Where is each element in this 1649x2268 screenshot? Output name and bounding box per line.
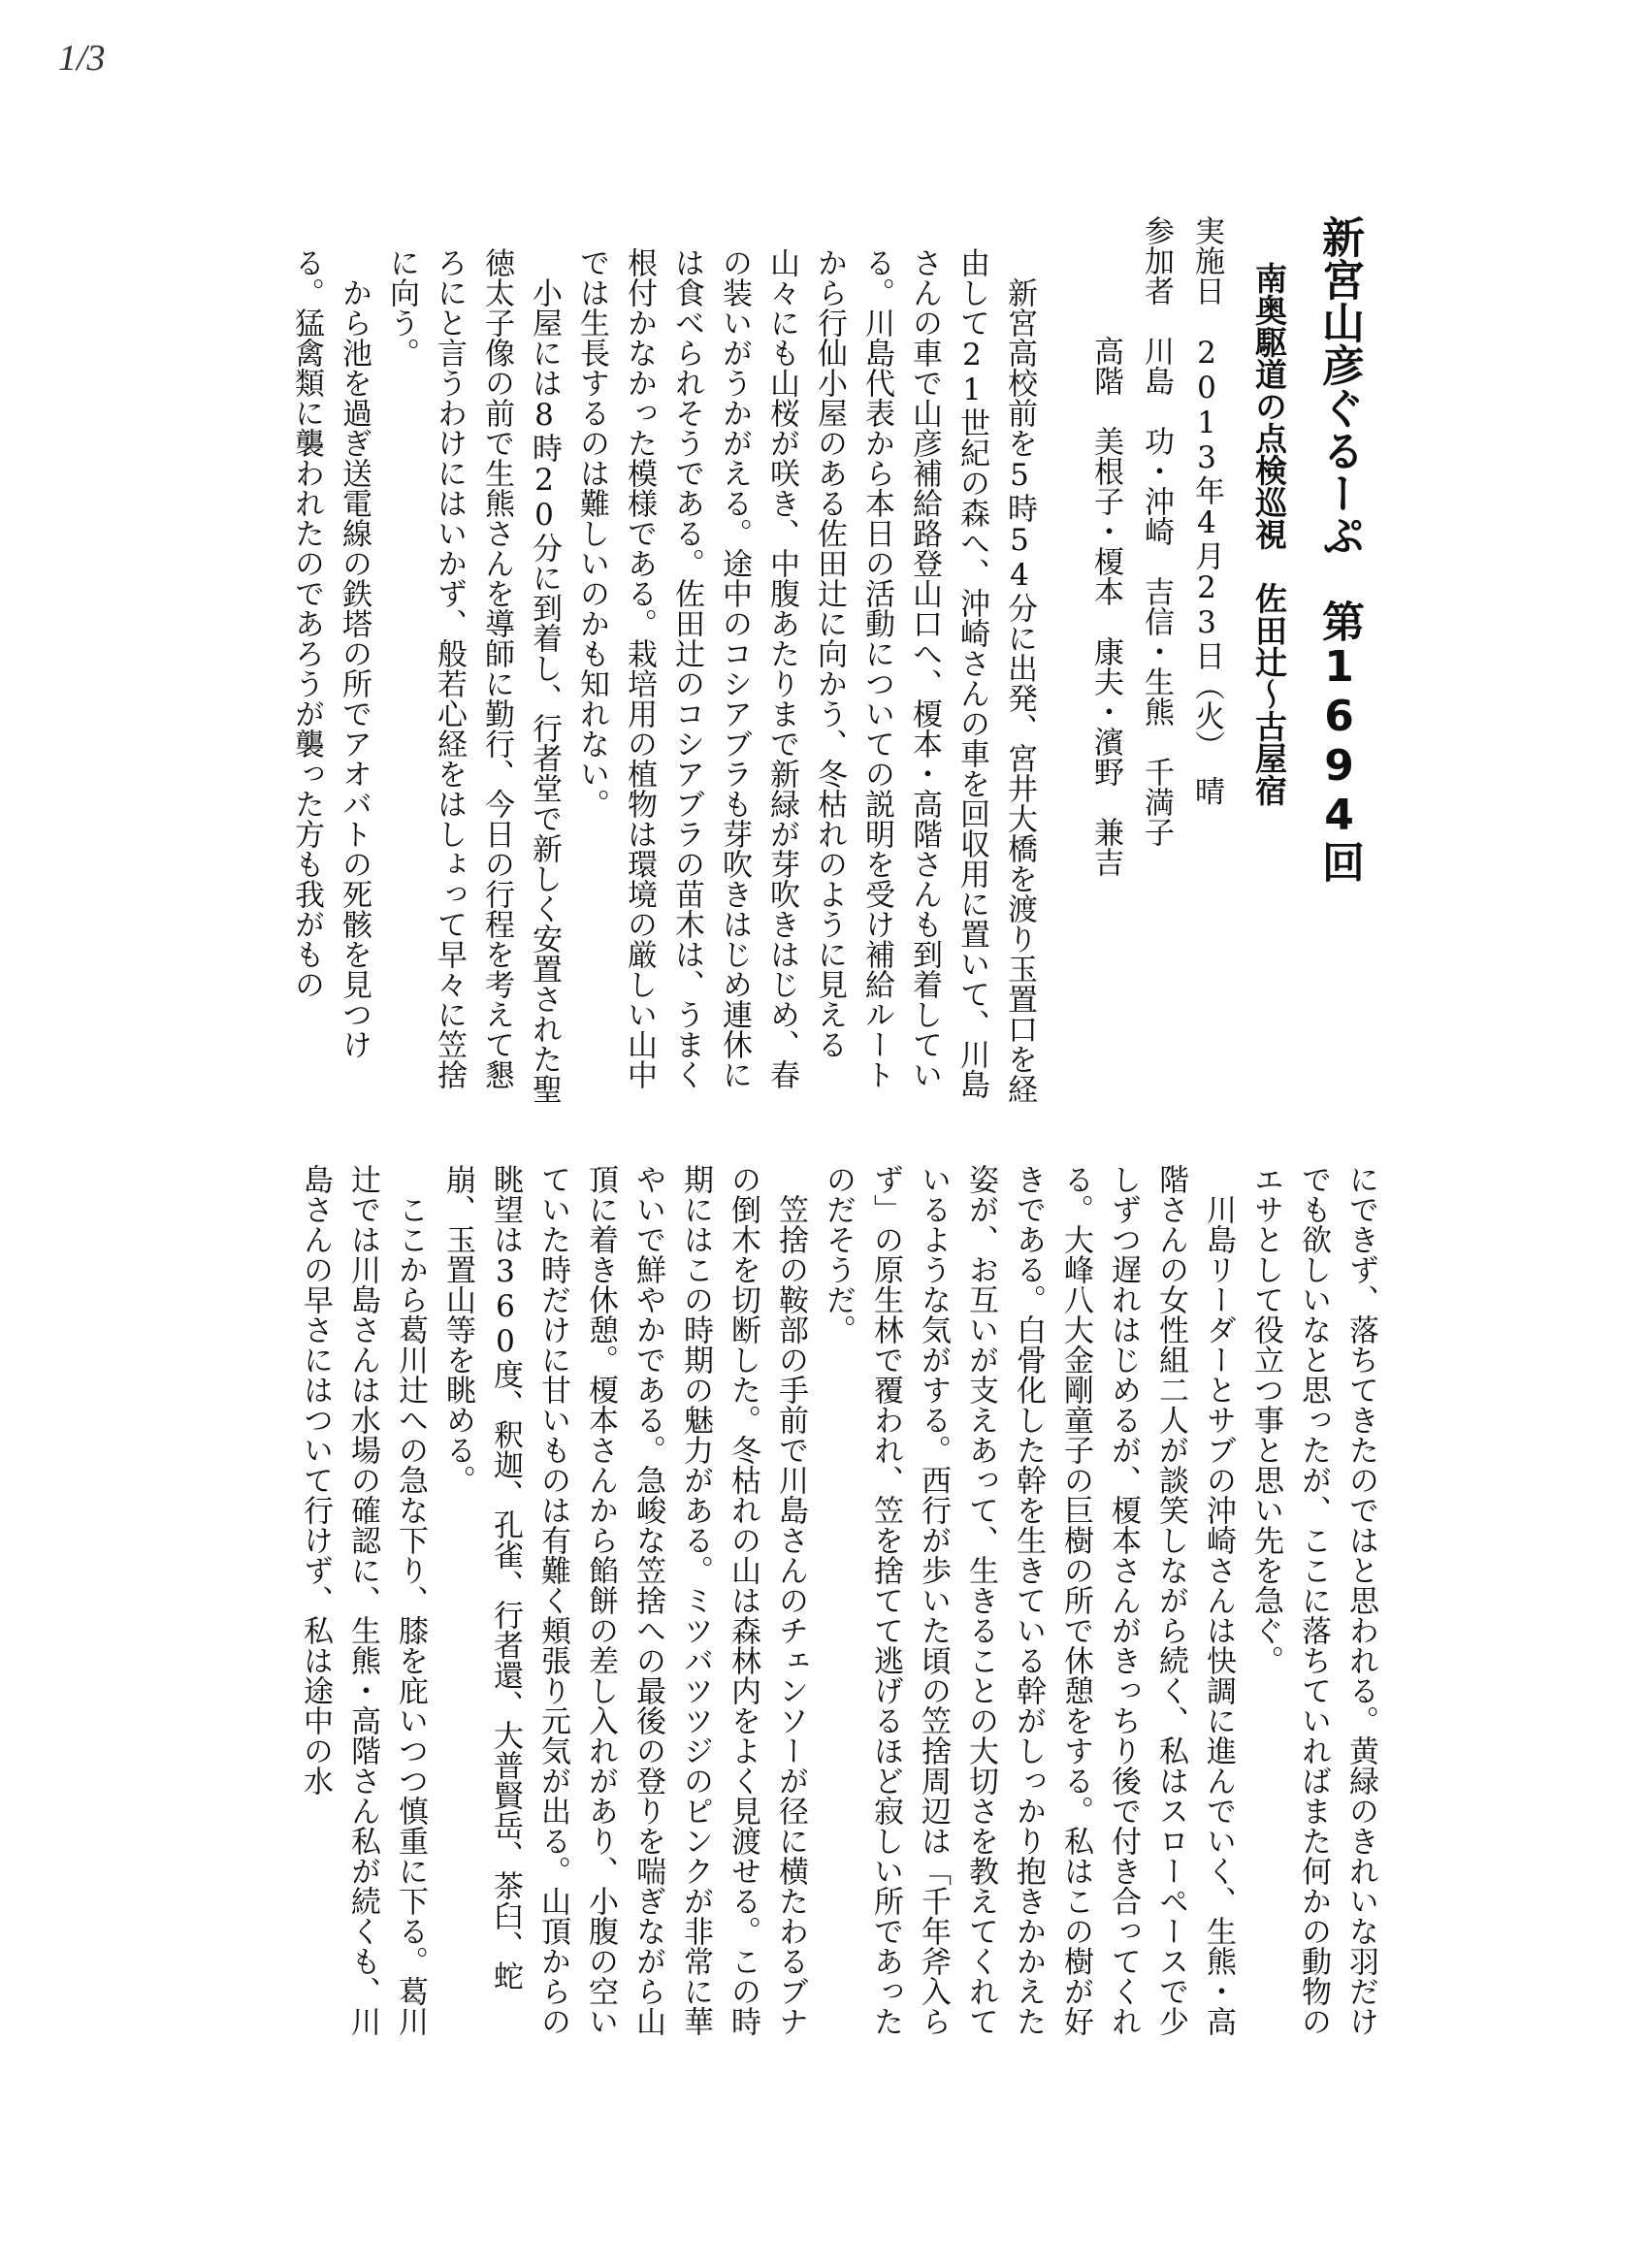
date-value: 2013年4月23日（火） 晴: [1189, 336, 1224, 806]
page-number-mark: 1/3: [58, 38, 106, 79]
date-line: [1181, 215, 1232, 1088]
document-title: 新宮山彦ぐるーぷ 第1694回: [1314, 215, 1364, 883]
article-bottom-section: [247, 1164, 1384, 2037]
paragraph: 小屋には8時20分に到着し、行者堂で新しく安置された聖徳太子像の前で生熊さんを導師に勤行、今日の行程を考えて懇ろにと言うわけにはいかず、般若心経をはしょって早々に笠捨に向う。: [384, 247, 562, 1104]
paragraph: にできず、落ちてきたのではと思われる。黄緑のきれいな羽だけでも欲しいなと思ったが、ここに落ちていればまた何かの動物のエサとして役立つ事と思い先を急ぐ。: [1248, 1164, 1378, 2036]
participants-line-2: 高階 美根子・榎本 康夫・濱野 兼吉: [1088, 336, 1123, 877]
paragraph: 川島リーダーとサブの沖崎さんは快調に進んでいく、生熊・高階さんの女性組二人が談笑しながら続く、私はスローペースで少しずつ遅れはじめるが、榎本さんがきっちり後で付き合ってくれる。大峰八大金剛童子の巨樹の所で休憩をする。私はこの樹が好きである。白骨化した幹を生きている幹がしっかり抱きかかえた姿が、お互いが支えあって、生きることの大切さを教えてくれているような気がする。西行が歩いた頃の笠捨周辺は「千年斧入らず」の原生林で覆われ、笠を捨てて逃げるほど寂しい所であったのだそうだ。: [821, 1164, 1236, 2036]
paragraph: から池を過ぎ送電線の鉄塔の所でアオバトの死骸を見つける。猛禽類に襲われたのであろうが襲った方も我がもの: [289, 247, 372, 1059]
meta-block: [1038, 215, 1232, 1088]
paragraph: 笠捨の鞍部の手前で川島さんのチェンソーが径に横たわるブナの倒木を切断した。冬枯れの山は森林内をよく見渡せる。この時期にはこの時期の魅力がある。ミツバツツジのピンクが非常に華やいで鮮やかである。急峻な笠捨への最後の登りを喘ぎながら山頂に着き休憩。榎本さんから餡餅の差し入れがあり、小腹の空いていた時だけに甘いものは有難く頬張り元気が出る。山頂からの眺望は360度、釈迦、孔雀、行者還、大普賢岳、茶臼、蛇崩、玉置山等を眺める。: [440, 1164, 808, 2036]
participants-line-1: 川島 功・沖崎 吉信・生熊 千満子: [1139, 336, 1174, 847]
participants-label: 参加者: [1139, 215, 1174, 306]
article-top-section: [289, 247, 1043, 1111]
participants-line-2-row: [1081, 215, 1131, 1088]
participants-line: [1131, 215, 1181, 1088]
date-label: 実施日: [1189, 215, 1224, 306]
paragraph: ここから葛川辻への急な下り、膝を庇いつつ慎重に下る。葛川辻では川島さんは水場の確認に、生熊・高階さん私が続くも、川島さんの早さにはついて行けず、私は途中の水: [298, 1164, 428, 2036]
document-subtitle: 南奥駆道の点検巡視 佐田辻～古屋宿: [1250, 262, 1288, 806]
paragraph: 新宮高校前を5時54分に出発、宮井大橋を渡り玉置口を経由して21世紀の森へ、沖崎さんの車を回収用に置いて、川島さんの車で山彦補給路登山口へ、榎本・高階さんも到着している。川島代表から本日の活動についての説明を受け補給ルートから行仙小屋のある佐田辻に向かう、冬枯れのように見える山々にも山桜が咲き、中腹あたりまで新緑が芽吹きはじめ、春の装いがうかがえる。途中のコシアブラも芽吹きはじめ連休には食べられそうである。佐田辻のコシアブラの苗木は、うまく根付かなかった模様である。栽培用の植物は環境の厳しい山中では生長するのは難しいのかも知れない。: [574, 247, 1037, 1104]
